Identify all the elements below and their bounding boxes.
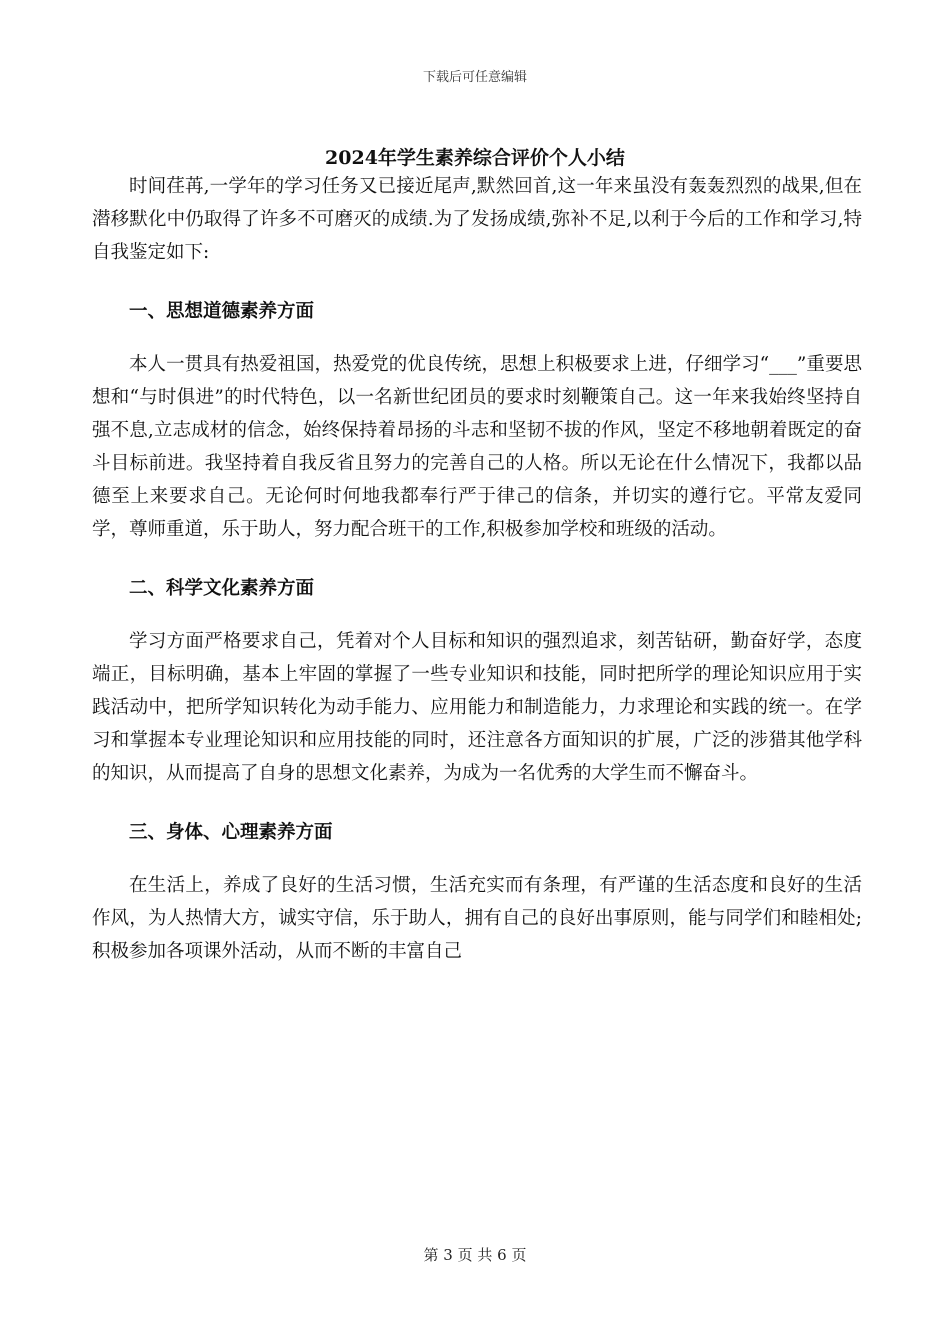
section-heading-moral: 一、思想道德素养方面 [129,301,315,322]
document-body [92,170,862,968]
section-body-physical: 在生活上，养成了良好的生活习惯，生活充实而有条理，有严谨的生活态度和良好的生活作风，为人热情大方，诚实守信，乐于助人，拥有自己的良好出事原则，能与同学们和睦相处;积极参加各项课外活动，从而不断的丰富自己 [92,875,862,962]
document-title: 2024年学生素养综合评价个人小结 [325,147,625,169]
section-body-moral: 本人一贯具有热爱祖国，热爱党的优良传统，思想上积极要求上进，仔细学习“___”重要思想和“与时俱进”的时代特色，以一名新世纪团员的要求时刻鞭策自己。这一年来我始终坚持自强不息,立志成材的信念，始终保持着昂扬的斗志和坚韧不拔的作风，坚定不移地朝着既定的奋斗目标前进。我坚持着自我反省且努力的完善自己的人格。所以无论在什么情况下，我都以品德至上来要求自己。无论何时何地我都奉行严于律己的信条，并切实的遵行它。平常友爱同学，尊师重道，乐于助人，努力配合班干的工作,积极参加学校和班级的活动。 [92,354,862,540]
section-heading-science: 二、科学文化素养方面 [129,578,315,599]
section-heading-physical: 三、身体、心理素养方面 [129,822,333,843]
section-body-science: 学习方面严格要求自己，凭着对个人目标和知识的强烈追求，刻苦钻研，勤奋好学，态度端正，目标明确，基本上牢固的掌握了一些专业知识和技能，同时把所学的理论知识应用于实践活动中，把所学知识转化为动手能力、应用能力和制造能力，力求理论和实践的统一。在学习和掌握本专业理论知识和应用技能的同时，还注意各方面知识的扩展，广泛的涉猎其他学科的知识，从而提高了自身的思想文化素养，为成为一名优秀的大学生而不懈奋斗。 [92,631,862,784]
header-note: 下载后可任意编辑 [422,70,527,85]
page-number: 第 3 页 共 6 页 [423,1246,527,1264]
intro-paragraph: 时间荏苒,一学年的学习任务又已接近尾声,默然回首,这一年来虽没有轰轰烈烈的战果,但在潜移默化中仍取得了许多不可磨灭的成绩.为了发扬成绩,弥补不足,以利于今后的工作和学习,特自我鉴定如下: [92,176,862,263]
